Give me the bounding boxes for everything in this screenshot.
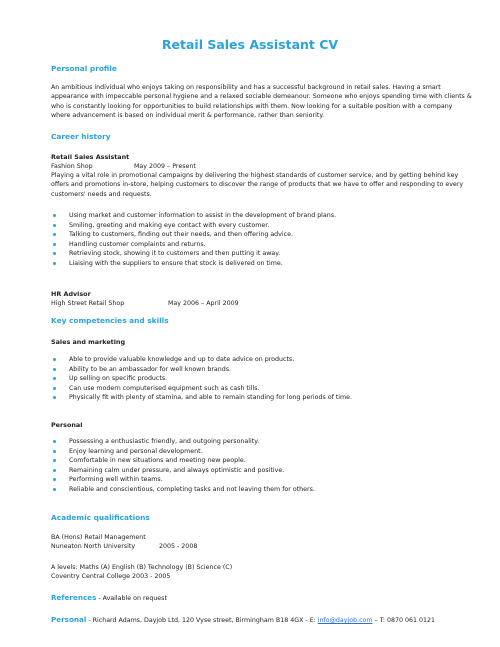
job1-title: Retail Sales Assistant bbox=[51, 153, 130, 161]
list-item: Performing well within teams. bbox=[51, 475, 471, 485]
personal-heading: Personal bbox=[51, 421, 83, 429]
bullet-icon bbox=[53, 440, 56, 443]
list-item: Possessing a enthusiastic friendly, and outgoing personality. bbox=[51, 437, 471, 447]
references-text: - Available on request bbox=[96, 595, 167, 602]
sales-list bbox=[51, 355, 471, 403]
footer-label: Personal bbox=[51, 615, 87, 624]
job1-description-block bbox=[51, 171, 473, 199]
list-item: Can use modern computerised equipment such as cash tills. bbox=[51, 384, 471, 394]
list-item: Retrieving stock, showing it to customers and then putting it away. bbox=[51, 249, 471, 259]
bullet-icon bbox=[53, 450, 56, 453]
email-link[interactable]: info@dayjob.com bbox=[317, 617, 373, 624]
list-item: Remaining calm under pressure, and always optimistic and positive. bbox=[51, 466, 471, 476]
bullet-icon bbox=[53, 488, 56, 491]
bullet-icon bbox=[53, 387, 56, 390]
list-item: Handling customer complaints and returns. bbox=[51, 240, 471, 250]
personal-list bbox=[51, 437, 471, 495]
list-item: Ability to be an ambassador for well known brands. bbox=[51, 365, 471, 375]
bullet-icon bbox=[53, 243, 56, 246]
references-row bbox=[51, 593, 167, 603]
career-heading: Career history bbox=[51, 132, 111, 141]
bullet-icon bbox=[53, 233, 56, 236]
bullet-icon bbox=[53, 469, 56, 472]
list-item: Physically fit with plenty of stamina, and able to remain standing for long periods of time. bbox=[51, 393, 471, 403]
footer-phone: – T: 0870 061 0121 bbox=[372, 617, 436, 624]
list-item: Up selling on specific products. bbox=[51, 374, 471, 384]
footer-contact bbox=[51, 615, 435, 625]
job1-duties-list bbox=[51, 211, 471, 269]
bullet-icon bbox=[53, 252, 56, 255]
bullet-icon bbox=[53, 377, 56, 380]
alevels: A levels: Maths (A) English (B) Technology (B) Science (C) bbox=[51, 564, 233, 571]
competencies-heading: Key competencies and skills bbox=[51, 316, 169, 325]
profile-heading: Personal profile bbox=[51, 64, 117, 73]
university-row bbox=[51, 542, 351, 551]
job2-meta bbox=[51, 299, 351, 308]
list-item: Liaising with the suppliers to ensure that stock is delivered on time. bbox=[51, 259, 471, 269]
college: Coventry Central College 2003 - 2005 bbox=[51, 573, 171, 580]
bullet-icon bbox=[53, 358, 56, 361]
job1-dates: May 2009 – Present bbox=[134, 163, 196, 170]
list-item: Talking to customers, finding out their needs, and then offering advice. bbox=[51, 230, 471, 240]
list-item: Enjoy learning and personal development. bbox=[51, 447, 471, 457]
list-item: Smiling, greeting and making eye contact with every customer. bbox=[51, 221, 471, 231]
job1-meta bbox=[51, 162, 351, 171]
university: Nuneaton North University bbox=[51, 543, 136, 550]
bullet-icon bbox=[53, 478, 56, 481]
profile-section bbox=[51, 83, 473, 121]
list-item: Able to provide valuable knowledge and up to date advice on products. bbox=[51, 355, 471, 365]
list-item: Comfortable in new situations and meeting new people. bbox=[51, 456, 471, 466]
job1-description: Playing a vital role in promotional campaigns by delivering the highest standards of customer service, and by getting behind key offers and promotions in-store, helping customers to discover the range of products that we have to offer and responding to every customers' needs and requests. bbox=[51, 172, 464, 198]
footer-text: - Richard Adams, Dayjob Ltd, 120 Vyse street, Birmingham B18 4GX - E: bbox=[86, 617, 318, 624]
university-dates: 2005 - 2008 bbox=[159, 543, 198, 550]
sales-heading: Sales and marketing bbox=[51, 338, 126, 346]
bullet-icon bbox=[53, 224, 56, 227]
profile-text: An ambitious individual who enjoys taking on responsibility and has a successful background in retail sales. Having a smart appearance with impeccable personal hygiene and a relaxed sociable demeanour. Someone who enjoys spending time with clients & who is constantly looking for opportunities to build relationships with them. Now looking for a suitable position with a company where advancement is based on individual merit & performance, rather than seniority. bbox=[51, 84, 472, 120]
references-label: References bbox=[51, 593, 97, 602]
job2-title: HR Advisor bbox=[51, 290, 91, 298]
list-item: Using market and customer information to assist in the development of brand plans. bbox=[51, 211, 471, 221]
academic-heading: Academic qualifications bbox=[51, 513, 150, 522]
bullet-icon bbox=[53, 459, 56, 462]
bullet-icon bbox=[53, 368, 56, 371]
degree: BA (Hons) Retail Management bbox=[51, 534, 146, 541]
cv-title: Retail Sales Assistant CV bbox=[161, 37, 339, 52]
bullet-icon bbox=[53, 262, 56, 265]
list-item: Reliable and conscientious, completing tasks and not leaving them for others. bbox=[51, 485, 471, 495]
job1-company: Fashion Shop bbox=[51, 163, 93, 170]
job2-dates: May 2006 – April 2009 bbox=[168, 300, 239, 307]
bullet-icon bbox=[53, 396, 56, 399]
job2-company: High Street Retail Shop bbox=[51, 300, 125, 307]
bullet-icon bbox=[53, 214, 56, 217]
